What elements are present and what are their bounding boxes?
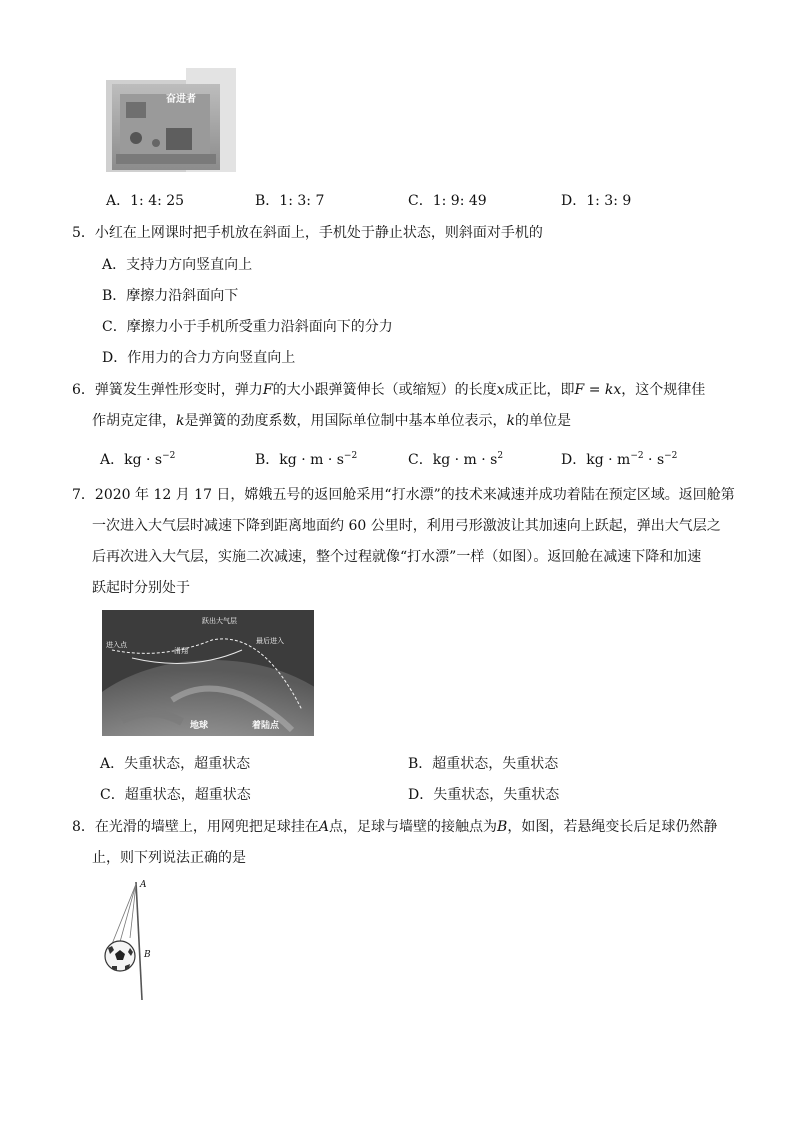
label-final-entry: 最后进入: [256, 637, 284, 645]
option-unit: kg · m · s: [279, 452, 344, 468]
variable-f: F: [262, 382, 273, 398]
option-letter: B．: [102, 288, 127, 304]
option-exponent: −2: [630, 451, 644, 461]
q4-option-a[interactable]: [106, 192, 184, 210]
label-earth: 地球: [190, 721, 209, 731]
option-exponent: 2: [497, 451, 504, 461]
option-letter: B．: [408, 756, 433, 772]
option-text: 失重状态，超重状态: [124, 756, 251, 772]
q7-stem-line-3: [92, 548, 701, 566]
question-text: 点，足球与墙壁的接触点为: [329, 819, 498, 835]
option-letter: D．: [561, 452, 587, 468]
question-text: ，如图，若悬绳变长后足球仍然静: [507, 819, 718, 835]
question-text: 一次进入大气层时减速下降到距离地面约 60 公里时，利用弓形激波让其加速向上跃起，弹出大气层之: [92, 518, 721, 534]
option-text: 摩擦力小于手机所受重力沿斜面向下的分力: [126, 319, 393, 335]
question-text: 弹簧发生弹性形变时，弹力: [94, 382, 263, 398]
q5-option-d[interactable]: [102, 349, 295, 367]
q6-stem-line-1: [72, 381, 705, 399]
question-text: 止，则下列说法正确的是: [92, 850, 246, 866]
q7-option-b[interactable]: [408, 755, 558, 773]
wall-point-b-label: B: [144, 950, 151, 960]
q8-stem-line-2: [92, 849, 246, 867]
q4-option-c[interactable]: [408, 192, 487, 210]
question-text: 作胡克定律，: [92, 413, 176, 429]
q5-stem: [72, 224, 543, 242]
option-letter: A．: [100, 756, 125, 772]
q5-option-c[interactable]: [102, 318, 393, 336]
option-letter: C．: [408, 452, 433, 468]
option-letter: A．: [102, 257, 127, 273]
option-text: 作用力的合力方向竖直向上: [127, 350, 296, 366]
spacecraft-photo-label: 奋进者: [166, 94, 196, 105]
option-text: 1: 3: 9: [586, 193, 632, 209]
option-text: 超重状态，超重状态: [124, 787, 251, 803]
option-text: 失重状态，失重状态: [433, 787, 560, 803]
question-text: 的大小跟弹簧伸长（或缩短）的长度: [272, 382, 497, 398]
q4-option-d[interactable]: [561, 192, 631, 210]
option-letter: D．: [102, 350, 128, 366]
q5-option-a[interactable]: [102, 256, 252, 274]
option-exponent: −2: [664, 451, 678, 461]
label-glide: 滑翔: [174, 647, 188, 655]
reentry-figure: [102, 610, 314, 736]
option-letter: A．: [100, 452, 125, 468]
q6-option-b[interactable]: [255, 447, 357, 469]
question-text: 2020 年 12 月 17 日，嫦娥五号的返回舱采用“打水漂”的技术来减速并成功着陆在预定区域。返回舱第: [94, 487, 735, 503]
option-letter: D．: [561, 193, 587, 209]
option-letter: C．: [408, 193, 433, 209]
question-text: 小红在上网课时把手机放在斜面上，手机处于静止状态，则斜面对手机的: [94, 225, 543, 241]
q7-stem-line-4: [92, 579, 190, 597]
variable-x: x: [496, 382, 505, 398]
q7-option-c[interactable]: [100, 786, 251, 804]
option-text: 1: 4: 25: [130, 193, 185, 209]
point-a: A: [318, 819, 330, 835]
q8-stem-line-1: [72, 818, 717, 836]
question-text: 的单位是: [514, 413, 571, 429]
option-text: 超重状态，失重状态: [432, 756, 559, 772]
option-letter: C．: [102, 319, 127, 335]
option-letter: C．: [100, 787, 125, 803]
option-letter: B．: [255, 452, 280, 468]
option-unit: · s: [643, 452, 665, 468]
hooke-formula: F = kx: [574, 382, 622, 398]
q7-option-d[interactable]: [408, 786, 559, 804]
q4-option-b[interactable]: [255, 192, 324, 210]
label-landing-point: 着陆点: [252, 721, 280, 731]
question-text: 是弹簧的劲度系数，用国际单位制中基本单位表示，: [184, 413, 507, 429]
q7-stem-line-2: [92, 517, 721, 535]
question-number: 6．: [72, 382, 95, 398]
label-entry-point: 进入点: [106, 641, 127, 649]
spacecraft-photo-image: [106, 68, 236, 172]
option-text: 支持力方向竖直向上: [126, 257, 253, 273]
option-unit: kg · m · s: [432, 452, 498, 468]
q6-option-d[interactable]: [561, 447, 677, 469]
question-text: 后再次进入大气层，实施二次减速，整个过程就像“打水漂”一样（如图）。返回舱在减速下降和加速: [92, 549, 702, 565]
question-text: 在光滑的墙壁上，用网兜把足球挂在: [94, 819, 319, 835]
q6-option-a[interactable]: [100, 447, 175, 469]
option-exponent: −2: [343, 451, 358, 461]
option-letter: D．: [408, 787, 434, 803]
question-text: ，这个规律佳: [621, 382, 706, 398]
label-skip-out: 跃出大气层: [202, 617, 237, 625]
option-text: 1: 9: 49: [432, 193, 487, 209]
option-letter: A．: [106, 193, 131, 209]
option-unit: kg · s: [124, 452, 163, 468]
option-unit: kg · m: [586, 452, 631, 468]
q7-stem-line-1: [72, 486, 735, 504]
option-text: 摩擦力沿斜面向下: [126, 288, 239, 304]
option-text: 1: 3: 7: [279, 193, 325, 209]
q7-option-a[interactable]: [100, 755, 250, 773]
variable-k: k: [506, 413, 515, 429]
q5-option-b[interactable]: [102, 287, 238, 305]
question-text: 成正比，即: [504, 382, 575, 398]
option-letter: B．: [255, 193, 280, 209]
question-text: 跃起时分别处于: [92, 580, 190, 596]
wall-point-a-label: A: [140, 880, 147, 890]
q6-option-c[interactable]: [408, 447, 503, 469]
spacecraft-photo: [106, 68, 236, 172]
question-number: 8．: [72, 819, 95, 835]
football-wall-diagram: [98, 880, 158, 1004]
option-exponent: −2: [162, 451, 176, 461]
point-b: B: [497, 819, 508, 835]
football-wall-figure: [98, 880, 158, 1004]
question-number: 7．: [72, 487, 95, 503]
variable-k: k: [176, 413, 185, 429]
q6-stem-line-2: [92, 412, 571, 430]
question-number: 5．: [72, 225, 95, 241]
